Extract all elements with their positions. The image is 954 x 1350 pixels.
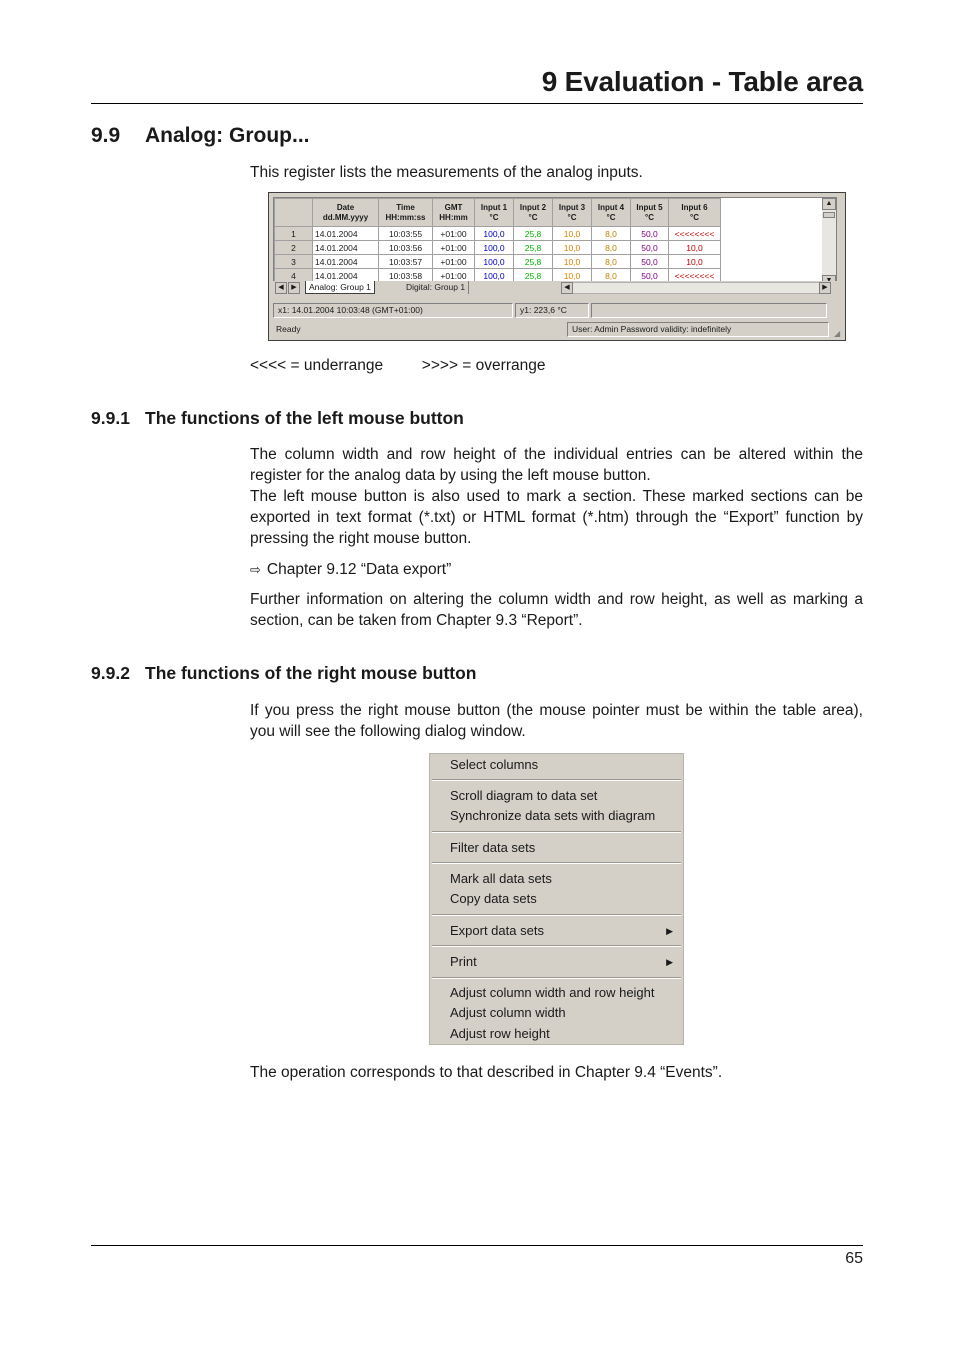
horizontal-scrollbar[interactable] (561, 282, 831, 294)
date-cell[interactable]: 14.01.2004 (313, 241, 379, 255)
sheet-tab-bar (273, 281, 837, 295)
section-heading (91, 124, 309, 148)
tab-digital-group-1[interactable]: Digital: Group 1 (403, 281, 469, 294)
scroll-up-icon[interactable]: ▲ (822, 198, 836, 210)
table-row[interactable] (275, 255, 721, 269)
input-4-cell[interactable]: 8,0 (592, 227, 631, 241)
table-area-screenshot (268, 192, 846, 341)
input-3-cell[interactable]: 10,0 (553, 255, 592, 269)
left-mouse-paragraph-2: The left mouse button is also used to mark a section. These marked sections can be exported in text format (*.txt) or HTML format (*.htm) through the “Export” function by pressing the right mouse button. (250, 488, 863, 547)
submenu-arrow-icon: ▶ (666, 957, 673, 967)
reference-text[interactable]: Chapter 9.12 “Data export” (266, 561, 452, 578)
gmt-cell[interactable]: +01:00 (433, 255, 475, 269)
menu-item-adjust-both[interactable]: Adjust column width and row height (450, 985, 655, 1000)
column-header-time[interactable]: Time HH:mm:ss (379, 199, 433, 227)
chapter-title: 9 Evaluation - Table area (541, 66, 863, 97)
menu-item-filter[interactable]: Filter data sets (450, 840, 536, 855)
vertical-scrollbar[interactable] (822, 198, 836, 287)
cursor-x-readout: x1: 14.01.2004 10:03:48 (GMT+01:00) (273, 303, 513, 318)
page-number: 65 (845, 1250, 863, 1267)
measurement-grid (273, 197, 837, 288)
row-number[interactable]: 3 (275, 255, 313, 269)
section-title: Analog: Group... (145, 124, 310, 147)
menu-item-mark-all[interactable]: Mark all data sets (450, 871, 552, 886)
input-6-cell[interactable]: <<<<<<<< (669, 227, 721, 241)
menu-item-export-label: Export data sets (450, 923, 544, 938)
time-cell[interactable]: 10:03:58 (379, 269, 433, 283)
menu-separator (432, 914, 681, 916)
reference-arrow-icon: ⇨ (250, 563, 261, 578)
column-header-input-6[interactable]: Input 6 °C (669, 199, 721, 227)
cursor-y-readout: y1: 223,6 °C (515, 303, 589, 318)
status-text: Ready (276, 324, 301, 334)
overrange-note: >>>> = overrange (421, 357, 546, 374)
subsection-heading-right (91, 663, 477, 684)
column-header-input-2[interactable]: Input 2 °C (514, 199, 553, 227)
date-cell[interactable]: 14.01.2004 (313, 227, 379, 241)
menu-separator (432, 977, 681, 979)
input-6-cell[interactable]: 10,0 (669, 241, 721, 255)
input-5-cell[interactable]: 50,0 (631, 241, 669, 255)
submenu-arrow-icon: ▶ (666, 926, 673, 936)
tab-next-icon[interactable]: ▶ (288, 282, 300, 294)
gmt-cell[interactable]: +01:00 (433, 227, 475, 241)
subsection-number: 9.9.1 (91, 408, 130, 428)
subsection-title: The functions of the left mouse button (145, 408, 464, 428)
resize-grip-icon[interactable]: ◢ (834, 329, 841, 338)
header-rule (91, 103, 863, 104)
input-4-cell[interactable]: 8,0 (592, 255, 631, 269)
gmt-cell[interactable]: +01:00 (433, 269, 475, 283)
input-2-cell[interactable]: 25,8 (514, 255, 553, 269)
input-3-cell[interactable]: 10,0 (553, 241, 592, 255)
input-2-cell[interactable]: 25,8 (514, 227, 553, 241)
tab-analog-group-1[interactable]: Analog: Group 1 (305, 281, 375, 294)
column-header-input-1[interactable]: Input 1 °C (475, 199, 514, 227)
date-cell[interactable]: 14.01.2004 (313, 269, 379, 283)
info-field-empty (591, 303, 827, 318)
measurement-table (274, 198, 721, 283)
input-3-cell[interactable]: 10,0 (553, 269, 592, 283)
row-number[interactable]: 1 (275, 227, 313, 241)
subsection-heading-left (91, 408, 464, 429)
footer-rule (91, 1245, 863, 1246)
context-menu (429, 753, 684, 1045)
user-info: User: Admin Password validity: indefinitely (567, 322, 829, 337)
underrange-note: <<<< = underrange (250, 357, 384, 374)
input-5-cell[interactable]: 50,0 (631, 227, 669, 241)
menu-item-print-label: Print (450, 954, 477, 969)
left-mouse-paragraph-3: Further information on altering the column width and row height, as well as marking a section, can be taken from Chapter 9.3 “Report”. (250, 591, 863, 629)
menu-separator (432, 945, 681, 947)
chapter-reference (250, 560, 863, 582)
menu-item-copy[interactable]: Copy data sets (450, 891, 537, 906)
menu-item-print[interactable] (450, 952, 673, 972)
cursor-info-bar (271, 303, 841, 318)
time-cell[interactable]: 10:03:56 (379, 241, 433, 255)
status-bar (271, 322, 841, 337)
input-2-cell[interactable]: 25,8 (514, 269, 553, 283)
date-cell[interactable]: 14.01.2004 (313, 255, 379, 269)
input-2-cell[interactable]: 25,8 (514, 241, 553, 255)
input-4-cell[interactable]: 8,0 (592, 241, 631, 255)
section-number: 9.9 (91, 124, 121, 147)
scroll-left-icon[interactable]: ◀ (561, 282, 573, 294)
left-mouse-paragraph-1: The column width and row height of the individual entries can be altered within the register for the analog data by using the left mouse button. (250, 446, 863, 484)
section-intro: This register lists the measurements of the analog inputs. (250, 164, 643, 181)
input-1-cell[interactable]: 100,0 (475, 269, 514, 283)
right-mouse-paragraph: If you press the right mouse button (the mouse pointer must be within the table area), you will see the following dialog window. (250, 702, 863, 740)
input-6-cell[interactable]: <<<<<<<< (669, 269, 721, 283)
input-6-cell[interactable]: 10,0 (669, 255, 721, 269)
time-cell[interactable]: 10:03:57 (379, 255, 433, 269)
corner-cell (275, 199, 313, 227)
menu-item-adjust-row[interactable]: Adjust row height (450, 1026, 550, 1041)
column-header-input-3[interactable]: Input 3 °C (553, 199, 592, 227)
menu-item-scroll-diagram[interactable]: Scroll diagram to data set (450, 788, 598, 803)
menu-separator (432, 862, 681, 864)
closing-paragraph: The operation corresponds to that described in Chapter 9.4 “Events”. (250, 1064, 723, 1081)
scroll-right-icon[interactable]: ▶ (819, 282, 831, 294)
input-1-cell[interactable]: 100,0 (475, 241, 514, 255)
input-3-cell[interactable]: 10,0 (553, 227, 592, 241)
time-cell[interactable]: 10:03:55 (379, 227, 433, 241)
row-number[interactable]: 2 (275, 241, 313, 255)
column-header-input-5[interactable]: Input 5 °C (631, 199, 669, 227)
subsection-title: The functions of the right mouse button (145, 663, 477, 683)
row-number[interactable]: 4 (275, 269, 313, 283)
input-1-cell[interactable]: 100,0 (475, 227, 514, 241)
column-header-gmt[interactable]: GMT HH:mm (433, 199, 475, 227)
input-1-cell[interactable]: 100,0 (475, 255, 514, 269)
scroll-thumb[interactable] (823, 212, 835, 218)
menu-item-select-columns[interactable]: Select columns (450, 757, 539, 772)
column-header-input-4[interactable]: Input 4 °C (592, 199, 631, 227)
tab-prev-icon[interactable]: ◀ (275, 282, 287, 294)
menu-item-synchronize[interactable]: Synchronize data sets with diagram (450, 808, 656, 823)
input-5-cell[interactable]: 50,0 (631, 255, 669, 269)
table-header-row (275, 199, 721, 227)
menu-separator (432, 779, 681, 781)
table-row[interactable] (275, 241, 721, 255)
subsection-number: 9.9.2 (91, 663, 130, 683)
input-4-cell[interactable]: 8,0 (592, 269, 631, 283)
menu-separator (432, 831, 681, 833)
menu-item-export[interactable] (450, 921, 673, 941)
range-legend (250, 356, 650, 377)
input-5-cell[interactable]: 50,0 (631, 269, 669, 283)
column-header-date[interactable]: Date dd.MM.yyyy (313, 199, 379, 227)
gmt-cell[interactable]: +01:00 (433, 241, 475, 255)
table-row[interactable] (275, 227, 721, 241)
menu-item-adjust-column[interactable]: Adjust column width (450, 1005, 566, 1020)
